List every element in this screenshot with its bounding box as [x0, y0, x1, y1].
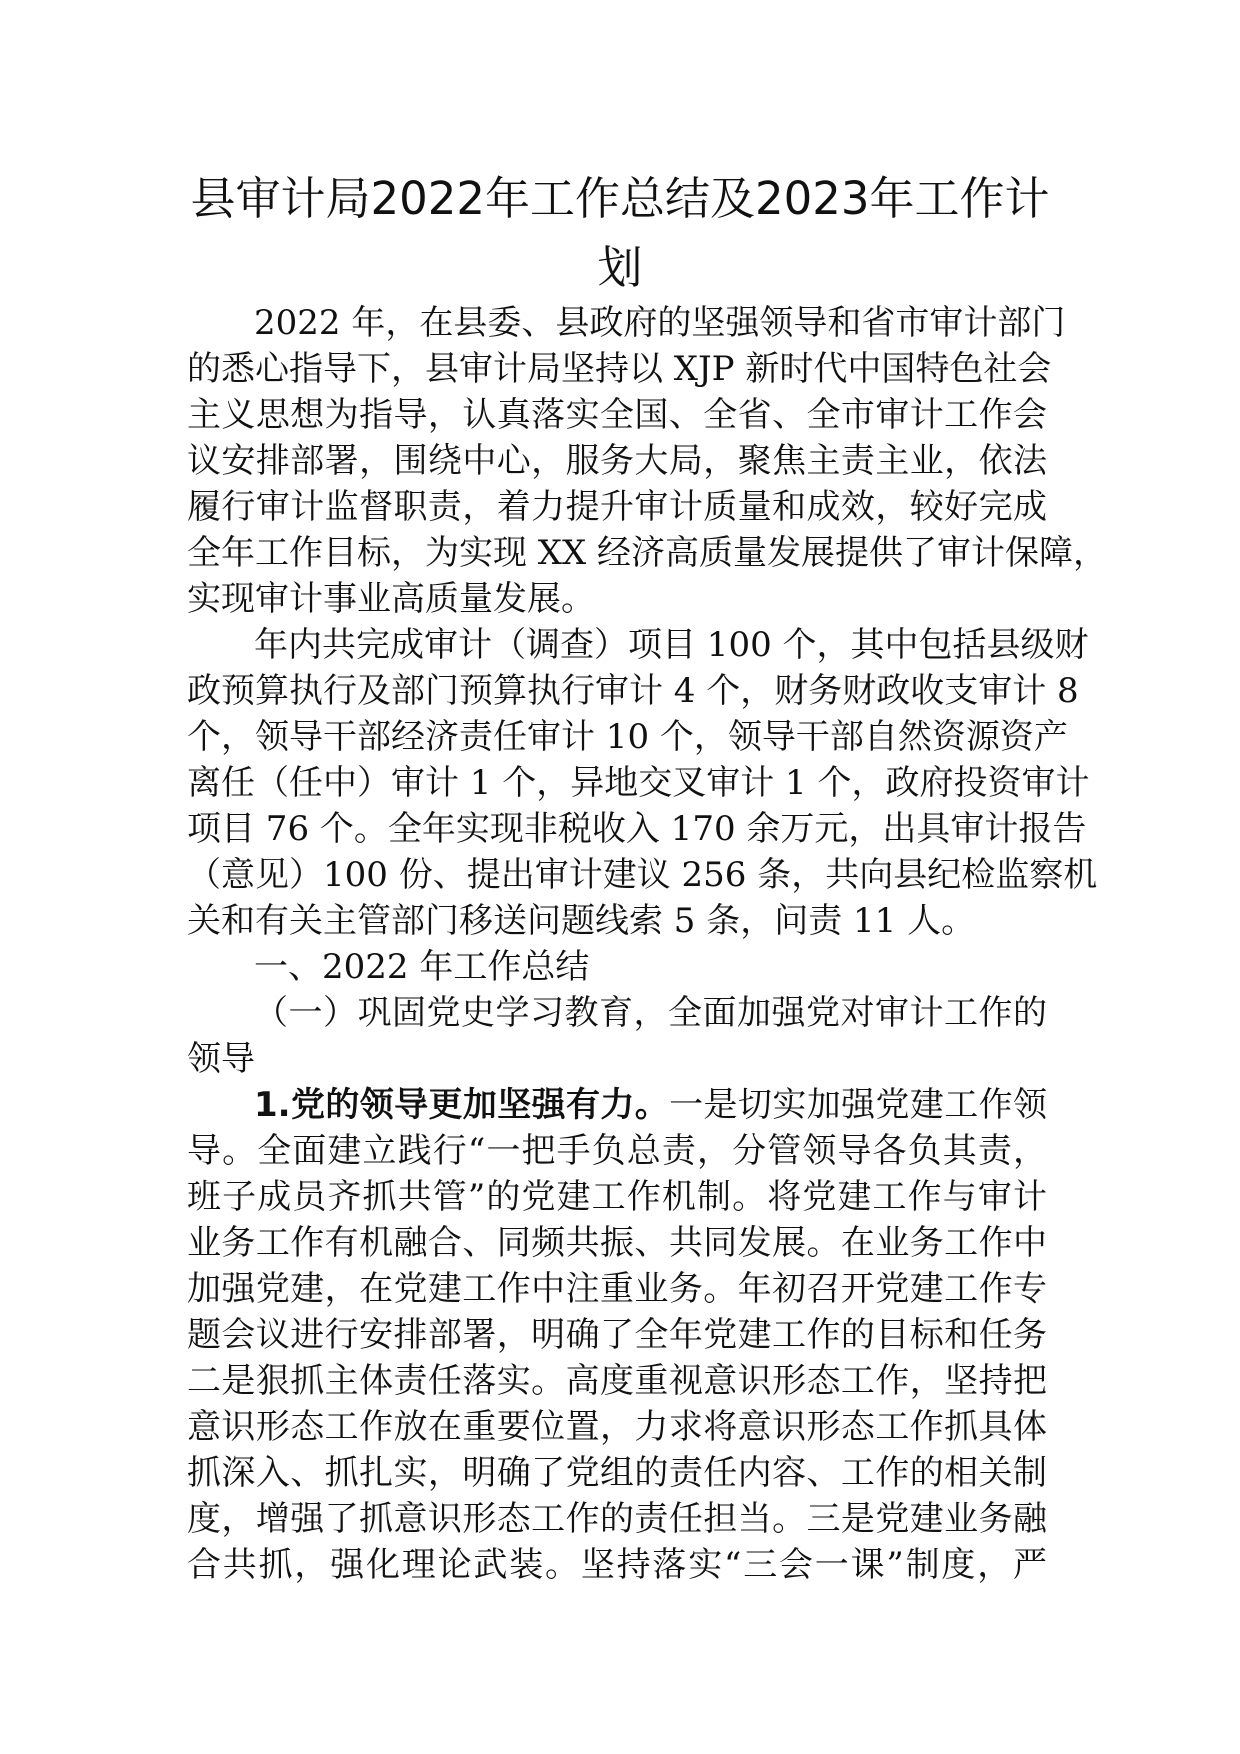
subsection-heading-line-1: （一）巩固党史学习教育，全面加强党对审计工作的: [254, 993, 1047, 1033]
paragraph-3-line: 意识形态工作放在重要位置，力求将意识形态工作抓具体: [187, 1407, 1047, 1447]
paragraph-1-line: 2022 年，在县委、县政府的坚强领导和省市审计部门: [254, 303, 1066, 343]
paragraph-3-line: 班子成员齐抓共管”的党建工作机制。将党建工作与审计: [187, 1177, 1047, 1217]
paragraph-1-line: 履行审计监督职责，着力提升审计质量和成效，较好完成: [187, 487, 1047, 527]
paragraph-3-line: 题会议进行安排部署，明确了全年党建工作的目标和任务: [187, 1315, 1047, 1355]
paragraph-2-line: 年内共完成审计（调查）项目 100 个，其中包括县级财: [254, 625, 1089, 665]
paragraph-2-line: 项目 76 个。全年实现非税收入 170 余万元，出具审计报告: [187, 809, 1087, 849]
subsection-heading-line-2: 领导: [187, 1039, 255, 1079]
paragraph-1-line: 的悉心指导下，县审计局坚持以 XJP 新时代中国特色社会: [187, 349, 1052, 389]
paragraph-2-line: 关和有关主管部门移送问题线索 5 条，问责 11 人。: [187, 901, 976, 941]
paragraph-3-line: 抓深入、抓扎实，明确了党组的责任内容、工作的相关制: [187, 1453, 1047, 1493]
paragraph-3-line: 业务工作有机融合、同频共振、共同发展。在业务工作中: [187, 1223, 1047, 1263]
paragraph-3-lead: 1.党的领导更加坚强有力。: [254, 1085, 670, 1125]
paragraph-2-line: （意见）100 份、提出审计建议 256 条，共向县纪检监察机: [187, 855, 1098, 895]
paragraph-1-line: 实现审计事业高质量发展。: [187, 579, 595, 619]
paragraph-3-line: 二是狠抓主体责任落实。高度重视意识形态工作，坚持把: [187, 1361, 1047, 1401]
document-title-line-1: 县审计局2022年工作总结及2023年工作计: [190, 172, 1050, 225]
paragraph-2-line: 政预算执行及部门预算执行审计 4 个，财务财政收支审计 8: [187, 671, 1079, 711]
paragraph-3-line: 合共抓，强化理论武装。坚持落实“三会一课”制度，严: [187, 1545, 1047, 1585]
paragraph-1-line: 全年工作目标，为实现 XX 经济高质量发展提供了审计保障，: [187, 533, 1108, 573]
paragraph-3-line: 度，增强了抓意识形态工作的责任担当。三是党建业务融: [187, 1499, 1047, 1539]
paragraph-3-line: 导。全面建立践行“一把手负总责，分管领导各负其责，: [187, 1131, 1047, 1171]
document-title-line-2: 划: [597, 241, 643, 294]
paragraph-2-line: 个，领导干部经济责任审计 10 个，领导干部自然资源资产: [187, 717, 1068, 757]
paragraph-3-lead-rest: 一是切实加强党建工作领: [669, 1085, 1047, 1125]
paragraph-1-line: 主义思想为指导，认真落实全国、全省、全市审计工作会: [187, 395, 1047, 435]
paragraph-1-line: 议安排部署，围绕中心，服务大局，聚焦主责主业，依法: [187, 441, 1047, 481]
paragraph-3-first-line: [254, 1085, 1047, 1125]
section-heading: 一、2022 年工作总结: [254, 947, 590, 987]
paragraph-2-line: 离任（任中）审计 1 个，异地交叉审计 1 个，政府投资审计: [187, 763, 1090, 803]
paragraph-3-line: 加强党建，在党建工作中注重业务。年初召开党建工作专: [187, 1269, 1047, 1309]
